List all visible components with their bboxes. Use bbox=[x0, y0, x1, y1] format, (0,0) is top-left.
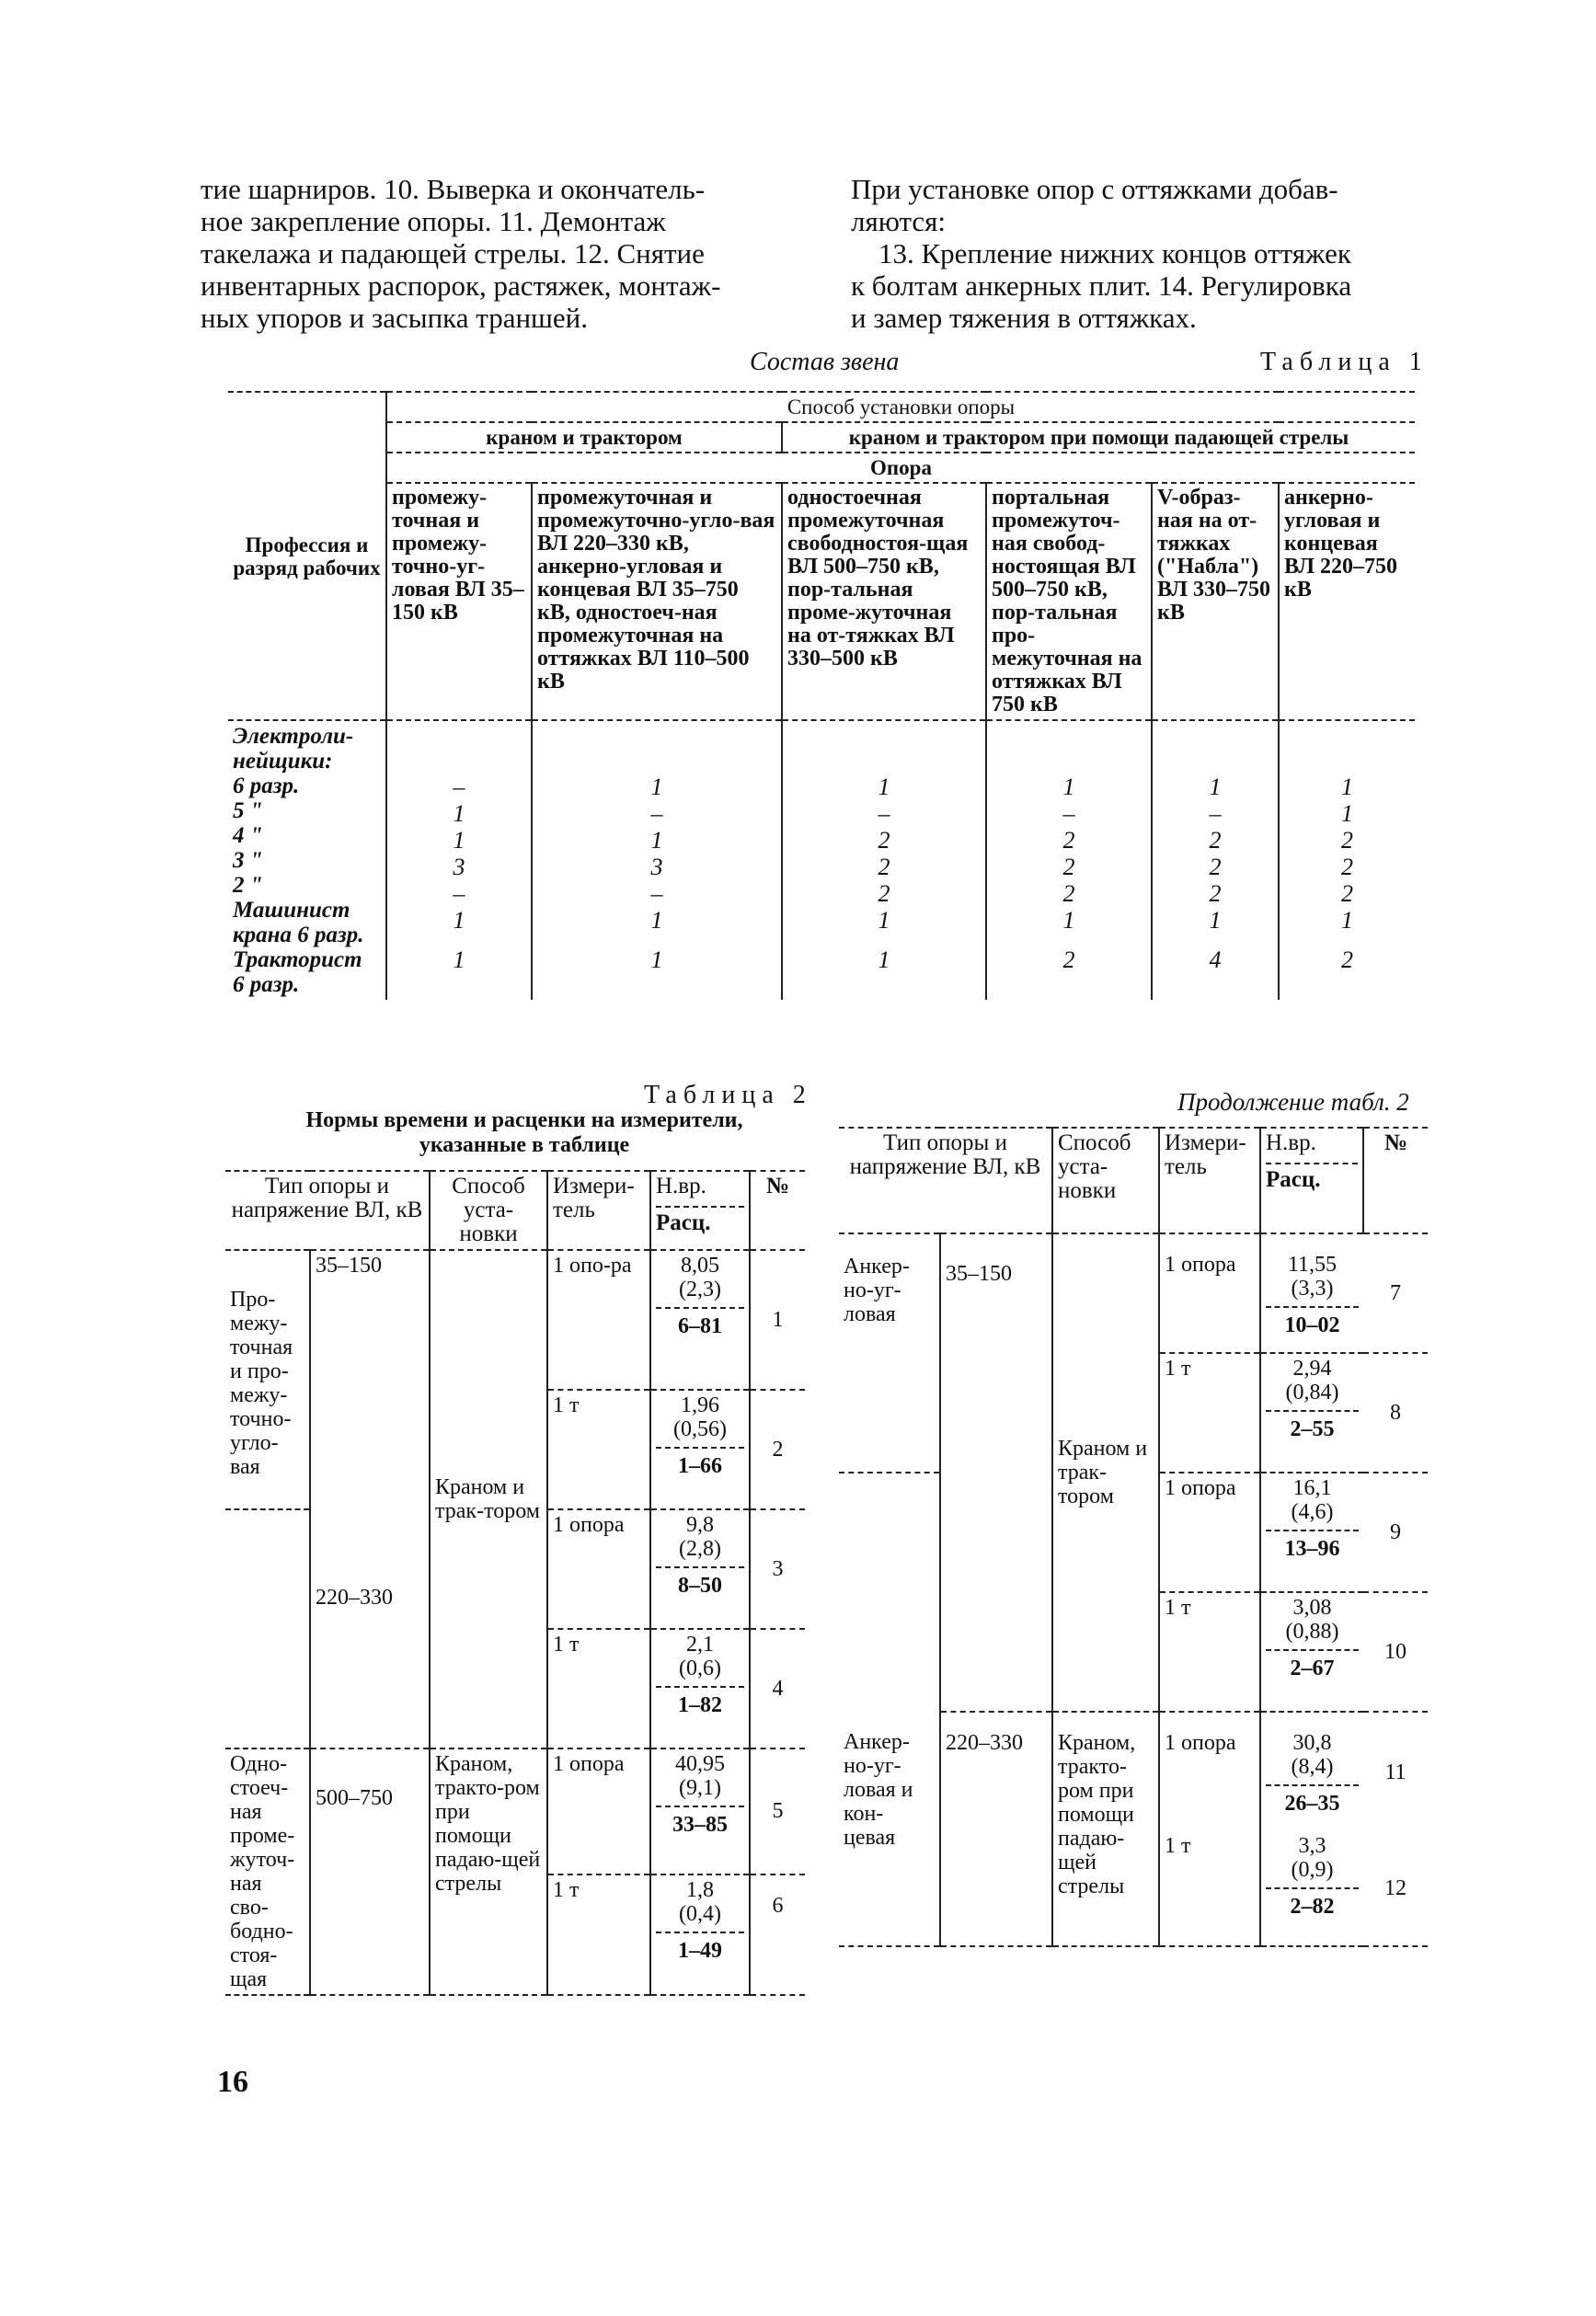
cell-value: 2 bbox=[1209, 827, 1222, 854]
cell-value: 1 bbox=[878, 774, 890, 800]
column-header: одностоечная промежуточная свободностоя-щая ВЛ 500–750 кВ, пор-тальная проме-жуточная на от-тяжках ВЛ 330–500 кВ bbox=[782, 483, 986, 720]
values-column bbox=[532, 720, 782, 1000]
row-number: 12 bbox=[1363, 1831, 1428, 1946]
method-a: Краном и трак-тором bbox=[430, 1250, 547, 1748]
values-column bbox=[386, 720, 532, 1000]
cell-value: 1 bbox=[453, 800, 465, 827]
table2-title-line: указанные в таблице bbox=[419, 1133, 630, 1157]
table2-left bbox=[225, 1170, 805, 1996]
row-number: 11 bbox=[1363, 1712, 1428, 1831]
text-line: При установке опор с оттяжками добав- bbox=[851, 173, 1338, 205]
nvr: 2,1 bbox=[686, 1633, 714, 1657]
nvr-sub: (0,6) bbox=[679, 1657, 721, 1680]
volt-c: 500–750 bbox=[310, 1748, 430, 1995]
meter: 1 опора bbox=[1159, 1233, 1260, 1353]
head-no: № bbox=[750, 1171, 805, 1250]
row-number: 5 bbox=[750, 1748, 805, 1875]
page-number: 16 bbox=[217, 2065, 248, 2099]
head-nvr-text: Н.вр. bbox=[1266, 1130, 1316, 1155]
values-column bbox=[986, 720, 1152, 1000]
rate-cell bbox=[1260, 1473, 1363, 1592]
rate: 2–82 bbox=[1290, 1895, 1335, 1919]
cell-value: 1 bbox=[650, 827, 663, 854]
cell-value: – bbox=[1209, 800, 1222, 827]
nvr-sub: (2,3) bbox=[679, 1278, 721, 1301]
profession-header-text: Профессия и разряд рабочих bbox=[233, 533, 381, 579]
rate: 2–55 bbox=[1290, 1417, 1335, 1441]
nvr: 1,96 bbox=[681, 1393, 719, 1417]
head-rate-text: Расц. bbox=[1266, 1167, 1321, 1192]
table1-label: Таблица 1 bbox=[1260, 348, 1429, 376]
cell-value: 1 bbox=[1341, 907, 1353, 934]
text-line: ных упоров и засыпка траншей. bbox=[201, 302, 589, 334]
nvr-sub: (3,3) bbox=[1291, 1277, 1334, 1301]
rate: 1–66 bbox=[678, 1454, 722, 1478]
head-no: № bbox=[1363, 1128, 1428, 1233]
meter: 1 т bbox=[547, 1629, 650, 1748]
cell-value: 1 bbox=[453, 907, 465, 934]
volt-a: 35–150 bbox=[940, 1233, 1052, 1712]
cell-value: 2 bbox=[1209, 880, 1222, 907]
nvr-sub: (0,4) bbox=[679, 1901, 721, 1926]
row-labels bbox=[228, 720, 386, 1000]
table2-continuation-caption: Продолжение табл. 2 bbox=[1177, 1088, 1409, 1116]
cell-value: 2 bbox=[1062, 827, 1075, 854]
cell-value: – bbox=[878, 800, 890, 827]
cell-value: 1 bbox=[1209, 907, 1222, 934]
cell-value: – bbox=[453, 880, 465, 907]
cell-value: 1 bbox=[1062, 774, 1075, 800]
row-number: 6 bbox=[750, 1875, 805, 1995]
row-label: 6 разр. bbox=[233, 972, 300, 997]
values-column bbox=[1152, 720, 1279, 1000]
row-label: 6 разр. bbox=[233, 774, 300, 798]
table2-right bbox=[839, 1127, 1428, 1947]
volt-a: 35–150 bbox=[310, 1250, 430, 1509]
type-a-cont bbox=[225, 1509, 310, 1748]
right-text-column bbox=[851, 173, 1440, 334]
nvr: 8,05 bbox=[681, 1254, 719, 1278]
row-number: 1 bbox=[750, 1250, 805, 1390]
nvr: 30,8 bbox=[1292, 1731, 1332, 1755]
head-nvr-text: Н.вр. bbox=[656, 1174, 706, 1198]
rate-cell bbox=[1260, 1831, 1363, 1946]
column-header: промежу-точная и промежу-точно-уг-ловая ВЛ 35–150 кВ bbox=[386, 483, 532, 720]
meter: 1 т bbox=[1159, 1592, 1260, 1712]
head-rate-text: Расц. bbox=[656, 1210, 711, 1235]
method-a: краном и трактором bbox=[386, 422, 782, 453]
meter: 1 опора bbox=[1159, 1473, 1260, 1592]
nvr: 1,8 bbox=[686, 1877, 714, 1902]
nvr-sub: (2,8) bbox=[679, 1537, 721, 1561]
column-header: портальная промежуточ-ная свобод-ностоящая ВЛ 500–750 кВ, пор-тальная про-межуточная на оттяжках ВЛ 750 кВ bbox=[986, 483, 1152, 720]
cell-value: 2 bbox=[878, 854, 890, 880]
values-column bbox=[1279, 720, 1415, 1000]
type-b: Анкер-но-уг-ловая и кон-цевая bbox=[839, 1712, 940, 1946]
cell-value: 3 bbox=[453, 854, 465, 880]
cell-value: 2 bbox=[1062, 946, 1075, 973]
cell-value: – bbox=[650, 880, 663, 907]
rate-cell bbox=[1260, 1233, 1363, 1353]
cell-value: 1 bbox=[878, 907, 890, 934]
rate: 6–81 bbox=[678, 1314, 722, 1338]
cell-value: 3 bbox=[650, 854, 663, 880]
rate: 1–82 bbox=[678, 1693, 722, 1717]
left-text-column bbox=[201, 173, 808, 334]
cell-value: 2 bbox=[1341, 854, 1353, 880]
nvr-sub: (0,9) bbox=[1291, 1858, 1334, 1882]
row-label: Тракторист bbox=[233, 947, 362, 972]
row-label: 3 " bbox=[233, 848, 263, 873]
cell-value: – bbox=[650, 800, 663, 827]
table2-title bbox=[230, 1108, 819, 1158]
rate-cell bbox=[650, 1629, 750, 1748]
meter: 1 опора bbox=[547, 1509, 650, 1629]
meter: 1 опора bbox=[547, 1748, 650, 1875]
rate: 26–35 bbox=[1284, 1792, 1340, 1816]
cell-value: 1 bbox=[1341, 800, 1353, 827]
method-b: краном и трактором при помощи падающей стрелы bbox=[782, 422, 1415, 453]
rate-cell bbox=[650, 1390, 750, 1509]
cell-value: – bbox=[453, 774, 465, 800]
nvr-sub: (0,56) bbox=[673, 1417, 727, 1441]
type-a: Анкер-но-уг-ловая bbox=[844, 1255, 910, 1326]
cell-value: 2 bbox=[1062, 854, 1075, 880]
head-type: Тип опоры и напряжение ВЛ, кВ bbox=[839, 1128, 1052, 1233]
head-nvr bbox=[1260, 1128, 1363, 1233]
row-label: 5 " bbox=[233, 798, 263, 823]
cell-value: 4 bbox=[1209, 946, 1222, 973]
text-line: такелажа и падающей стрелы. 12. Снятие bbox=[201, 237, 705, 269]
table1-caption: Состав звена bbox=[750, 348, 900, 376]
method-b: Краном, тракто-ром при помощи падаю-щей стрелы bbox=[1052, 1712, 1159, 1946]
rate-cell bbox=[650, 1875, 750, 1995]
rate-cell bbox=[650, 1250, 750, 1390]
header-method: Способ установки опоры bbox=[386, 392, 1415, 422]
rate: 10–02 bbox=[1284, 1313, 1340, 1337]
head-nvr bbox=[650, 1171, 750, 1250]
method-a: Краном и трак-тором bbox=[1052, 1233, 1159, 1712]
text-line: и замер тяжения в оттяжках. bbox=[851, 302, 1197, 334]
nvr-sub: (8,4) bbox=[1291, 1755, 1334, 1779]
text-line: инвентарных распорок, растяжек, монтаж- bbox=[201, 269, 721, 302]
cell-value: 1 bbox=[650, 774, 663, 800]
cell-value: 1 bbox=[1062, 907, 1075, 934]
cell-value: 2 bbox=[1341, 827, 1353, 854]
row-label: Электроли- bbox=[233, 724, 354, 749]
row-label: крана 6 разр. bbox=[233, 923, 364, 947]
cell-value: 2 bbox=[1341, 880, 1353, 907]
meter: 1 опо-ра bbox=[547, 1250, 650, 1390]
nvr-sub: (9,1) bbox=[679, 1776, 721, 1800]
cell-value: – bbox=[1062, 800, 1075, 827]
cell-value: 1 bbox=[453, 946, 465, 973]
rate-cell bbox=[1260, 1712, 1363, 1831]
head-meter: Измери-тель bbox=[547, 1171, 650, 1250]
meter: 1 т bbox=[547, 1875, 650, 1995]
column-header: анкерно-угловая и концевая ВЛ 220–750 кВ bbox=[1279, 483, 1415, 720]
cell-value: 2 bbox=[1062, 880, 1075, 907]
cell-value: 2 bbox=[878, 827, 890, 854]
divider bbox=[656, 1206, 744, 1208]
cell-value: 1 bbox=[878, 946, 890, 973]
text-line: ное закрепление опоры. 11. Демонтаж bbox=[201, 205, 666, 237]
cell-value: 1 bbox=[650, 907, 663, 934]
nvr: 2,94 bbox=[1292, 1357, 1332, 1381]
table1 bbox=[228, 391, 1415, 1000]
rate-cell bbox=[1260, 1592, 1363, 1712]
text-line: тие шарниров. 10. Выверка и окончатель- bbox=[201, 173, 706, 205]
nvr: 3,3 bbox=[1298, 1834, 1326, 1858]
head-meter: Измери-тель bbox=[1159, 1128, 1260, 1233]
head-method: Способ уста-новки bbox=[1052, 1128, 1159, 1233]
nvr-sub: (0,84) bbox=[1285, 1381, 1339, 1405]
rate: 2–67 bbox=[1290, 1657, 1335, 1680]
meter: 1 т bbox=[1159, 1353, 1260, 1473]
column-header: V-образ-ная на от-тяжках ("Набла") ВЛ 330–750 кВ bbox=[1152, 483, 1279, 720]
cell-value: 1 bbox=[453, 827, 465, 854]
meter: 1 опора bbox=[1159, 1712, 1260, 1831]
head-method: Способ уста-новки bbox=[430, 1171, 547, 1250]
table2-label: Таблица 2 bbox=[644, 1081, 812, 1109]
nvr: 3,08 bbox=[1292, 1596, 1332, 1620]
nvr: 16,1 bbox=[1292, 1476, 1332, 1500]
row-label: нейщики: bbox=[233, 749, 333, 774]
nvr: 11,55 bbox=[1287, 1253, 1338, 1277]
type-a-cont bbox=[839, 1473, 940, 1712]
row-number: 9 bbox=[1363, 1473, 1428, 1592]
text-line: ляются: bbox=[851, 205, 947, 237]
rate: 1–49 bbox=[678, 1938, 722, 1963]
cell-value: 2 bbox=[878, 880, 890, 907]
row-number: 2 bbox=[750, 1390, 805, 1509]
head-type: Тип опоры и напряжение ВЛ, кВ bbox=[225, 1171, 430, 1250]
profession-header bbox=[228, 392, 386, 720]
row-label: 2 " bbox=[233, 873, 263, 898]
row-number: 4 bbox=[750, 1629, 805, 1748]
type-b: Одно-стоеч-ная проме-жуточ-ная сво-бодно-стоя-щая bbox=[225, 1748, 310, 1995]
cell-value: 2 bbox=[1209, 854, 1222, 880]
cell-value: 1 bbox=[1341, 774, 1353, 800]
rate-cell bbox=[1260, 1353, 1363, 1473]
cell-value: 2 bbox=[1341, 946, 1353, 973]
cell-value: 1 bbox=[650, 946, 663, 973]
rate: 33–85 bbox=[672, 1813, 728, 1837]
volt-b: 220–330 bbox=[940, 1712, 1052, 1946]
cell-value: 1 bbox=[1209, 774, 1222, 800]
rate: 13–96 bbox=[1284, 1537, 1340, 1561]
nvr-sub: (4,6) bbox=[1291, 1500, 1334, 1524]
row-number: 7 bbox=[1390, 1281, 1401, 1305]
values-column bbox=[782, 720, 986, 1000]
row-number: 3 bbox=[750, 1509, 805, 1629]
text-line: к болтам анкерных плит. 14. Регулировка bbox=[851, 269, 1352, 302]
method-b: Краном, тракто-ром при помощи падаю-щей стрелы bbox=[430, 1748, 547, 1995]
nvr: 40,95 bbox=[675, 1752, 725, 1776]
header-support: Опора bbox=[386, 453, 1415, 483]
nvr-sub: (0,88) bbox=[1285, 1620, 1339, 1644]
rate: 8–50 bbox=[678, 1574, 722, 1598]
meter: 1 т bbox=[547, 1390, 650, 1509]
row-label: Машинист bbox=[233, 898, 350, 923]
nvr: 9,8 bbox=[686, 1513, 714, 1537]
row-number: 10 bbox=[1363, 1592, 1428, 1712]
text-line: 13. Крепление нижних концов оттяжек bbox=[878, 237, 1351, 269]
row-label: 4 " bbox=[233, 823, 263, 848]
column-header: промежуточная и промежуточно-угло-вая ВЛ 220–330 кВ, анкерно-угловая и концевая ВЛ 35–750 кВ, одностоеч-ная промежуточная на оттяжках ВЛ 110–500 кВ bbox=[532, 483, 782, 720]
divider bbox=[1266, 1163, 1358, 1164]
rate-cell bbox=[650, 1748, 750, 1875]
row-number: 8 bbox=[1363, 1353, 1428, 1473]
meter: 1 т bbox=[1159, 1831, 1260, 1946]
type-a: Про-межу-точная и про-межу-точно-угло-вая bbox=[230, 1288, 293, 1479]
volt-b: 220–330 bbox=[310, 1509, 430, 1748]
rate-cell bbox=[650, 1509, 750, 1629]
table2-title-line: Нормы времени и расценки на измерители, bbox=[305, 1108, 743, 1132]
